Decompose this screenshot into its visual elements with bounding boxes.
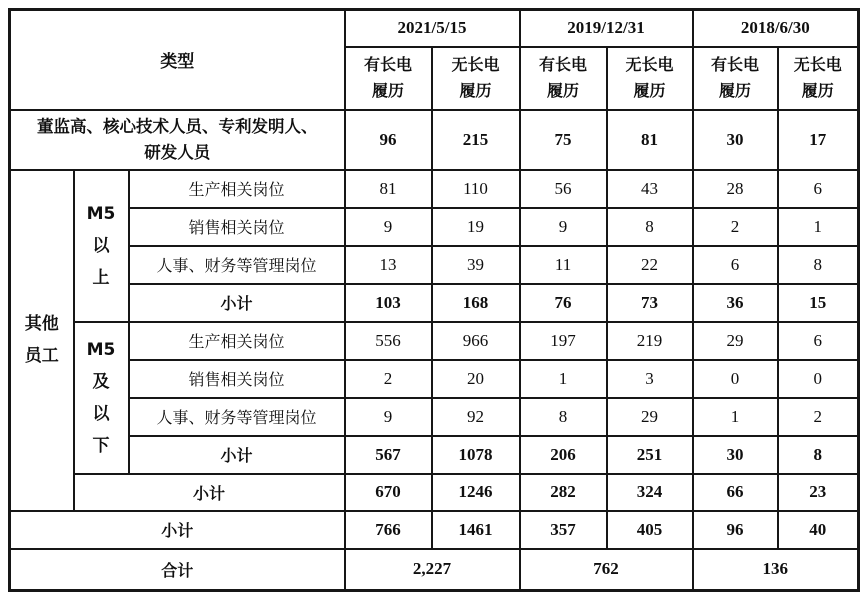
- date-header-2019: 2019/12/31: [520, 10, 693, 47]
- value-cell: 1: [778, 208, 859, 246]
- group-label-line: 下: [92, 435, 110, 456]
- row-label: 人事、财务等管理岗位: [129, 398, 345, 436]
- value-cell: 96: [345, 110, 432, 170]
- row-label: 销售相关岗位: [129, 360, 345, 398]
- group-label-line: 上: [92, 267, 110, 288]
- col-header-line2: 履历: [547, 81, 580, 100]
- value-cell: 2: [693, 208, 778, 246]
- group-label-line: 及: [92, 371, 110, 392]
- value-cell: 197: [520, 322, 607, 360]
- value-cell: 1078: [432, 436, 520, 474]
- value-cell: 81: [345, 170, 432, 208]
- value-cell: 96: [693, 511, 778, 549]
- col-header-line2: 履历: [801, 81, 834, 100]
- col-header-line2: 履历: [633, 81, 666, 100]
- value-cell: 36: [693, 284, 778, 322]
- col-header-line1: 有长电: [711, 55, 760, 74]
- group-label-line: M5: [86, 339, 116, 360]
- row-total: [10, 549, 859, 591]
- value-cell: 556: [345, 322, 432, 360]
- value-cell: 23: [778, 474, 859, 511]
- value-cell: 39: [432, 246, 520, 284]
- value-cell: 103: [345, 284, 432, 322]
- value-cell: 0: [778, 360, 859, 398]
- col-header-line1: 无长电: [625, 55, 674, 74]
- value-cell: 15: [778, 284, 859, 322]
- value-cell: 1: [520, 360, 607, 398]
- value-cell: 9: [520, 208, 607, 246]
- value-cell: 2: [345, 360, 432, 398]
- value-cell: 30: [693, 110, 778, 170]
- row-m5below-subtotal: [10, 436, 859, 474]
- row-label: 销售相关岗位: [129, 208, 345, 246]
- value-cell: 92: [432, 398, 520, 436]
- group-label-line: 以: [92, 403, 110, 424]
- value-cell: 29: [607, 398, 693, 436]
- group-label-line: 以: [92, 235, 110, 256]
- col-header-line2: 履历: [371, 81, 404, 100]
- value-cell: 81: [607, 110, 693, 170]
- col-header-with-resume: [693, 47, 778, 110]
- date-header-2021: 2021/5/15: [345, 10, 520, 47]
- col-header-line1: 无长电: [793, 55, 842, 74]
- value-cell-total: 136: [693, 549, 859, 591]
- value-cell: 28: [693, 170, 778, 208]
- row-label-line2: 研发人员: [144, 142, 211, 162]
- value-cell: 206: [520, 436, 607, 474]
- value-cell: 110: [432, 170, 520, 208]
- value-cell-total: 2,227: [345, 549, 520, 591]
- value-cell: 215: [432, 110, 520, 170]
- row-label-subtotal: 小计: [74, 474, 345, 511]
- value-cell: 1: [693, 398, 778, 436]
- value-cell-total: 762: [520, 549, 693, 591]
- row-group-other-staff: [10, 170, 74, 511]
- value-cell: 670: [345, 474, 432, 511]
- row-label-subtotal: 小计: [129, 284, 345, 322]
- value-cell: 2: [778, 398, 859, 436]
- date-header-2018: 2018/6/30: [693, 10, 859, 47]
- value-cell: 357: [520, 511, 607, 549]
- value-cell: 43: [607, 170, 693, 208]
- value-cell: 1246: [432, 474, 520, 511]
- group-label-line: M5: [86, 203, 116, 224]
- row-label: 生产相关岗位: [129, 170, 345, 208]
- value-cell: 282: [520, 474, 607, 511]
- col-header-with-resume: [520, 47, 607, 110]
- value-cell: 20: [432, 360, 520, 398]
- value-cell: 3: [607, 360, 693, 398]
- row-m5above-production: [10, 170, 859, 208]
- value-cell: 966: [432, 322, 520, 360]
- col-header-without-resume: [778, 47, 859, 110]
- col-header-without-resume: [432, 47, 520, 110]
- value-cell: 8: [607, 208, 693, 246]
- row-m5above-sales: [10, 208, 859, 246]
- value-cell: 13: [345, 246, 432, 284]
- value-cell: 9: [345, 398, 432, 436]
- group-label-line: 其他: [24, 314, 59, 334]
- value-cell: 73: [607, 284, 693, 322]
- row-label-subtotal: 小计: [10, 511, 345, 549]
- row-group-m5-below: [74, 322, 129, 474]
- row-label-executives: [10, 110, 345, 170]
- row-m5above-subtotal: [10, 284, 859, 322]
- value-cell: 6: [693, 246, 778, 284]
- header-row-dates: [10, 10, 859, 47]
- type-header-cell: 类型: [10, 10, 345, 110]
- row-label: 生产相关岗位: [129, 322, 345, 360]
- row-executives: [10, 110, 859, 170]
- col-header-with-resume: [345, 47, 432, 110]
- row-m5below-production: [10, 322, 859, 360]
- value-cell: 1461: [432, 511, 520, 549]
- value-cell: 9: [345, 208, 432, 246]
- value-cell: 30: [693, 436, 778, 474]
- value-cell: 0: [693, 360, 778, 398]
- value-cell: 6: [778, 322, 859, 360]
- value-cell: 168: [432, 284, 520, 322]
- value-cell: 66: [693, 474, 778, 511]
- group-label-line: 员工: [24, 346, 59, 366]
- col-header-line1: 无长电: [451, 55, 500, 74]
- col-header-line1: 有长电: [539, 55, 588, 74]
- row-grand-subtotal: [10, 511, 859, 549]
- row-m5below-sales: [10, 360, 859, 398]
- col-header-line2: 履历: [719, 81, 752, 100]
- value-cell: 29: [693, 322, 778, 360]
- value-cell: 22: [607, 246, 693, 284]
- value-cell: 6: [778, 170, 859, 208]
- value-cell: 19: [432, 208, 520, 246]
- value-cell: 8: [520, 398, 607, 436]
- row-label-line1: 董监高、核心技术人员、专利发明人、: [37, 116, 318, 136]
- value-cell: 8: [778, 436, 859, 474]
- row-m5above-admin: [10, 246, 859, 284]
- row-label-total: 合计: [10, 549, 345, 591]
- col-header-line2: 履历: [459, 81, 492, 100]
- value-cell: 56: [520, 170, 607, 208]
- row-label: 人事、财务等管理岗位: [129, 246, 345, 284]
- row-m5below-admin: [10, 398, 859, 436]
- value-cell: 17: [778, 110, 859, 170]
- col-header-line1: 有长电: [363, 55, 412, 74]
- value-cell: 219: [607, 322, 693, 360]
- value-cell: 8: [778, 246, 859, 284]
- value-cell: 251: [607, 436, 693, 474]
- value-cell: 76: [520, 284, 607, 322]
- headcount-table: [8, 8, 860, 592]
- row-other-staff-subtotal: [10, 474, 859, 511]
- row-group-m5-above: [74, 170, 129, 322]
- value-cell: 567: [345, 436, 432, 474]
- col-header-without-resume: [607, 47, 693, 110]
- value-cell: 11: [520, 246, 607, 284]
- value-cell: 405: [607, 511, 693, 549]
- value-cell: 75: [520, 110, 607, 170]
- value-cell: 324: [607, 474, 693, 511]
- value-cell: 766: [345, 511, 432, 549]
- row-label-subtotal: 小计: [129, 436, 345, 474]
- value-cell: 40: [778, 511, 859, 549]
